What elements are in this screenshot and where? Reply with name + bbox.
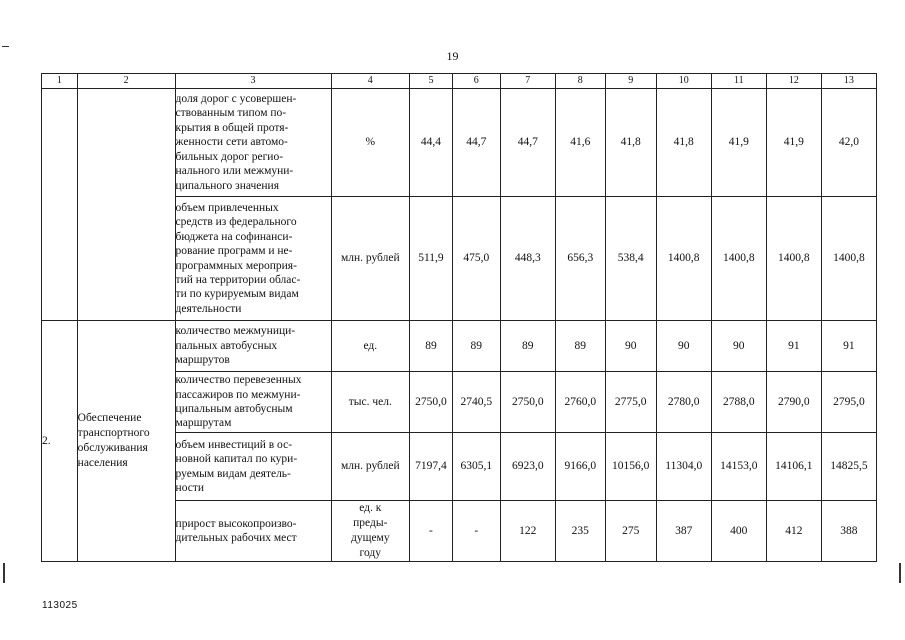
value-cell: 1400,8 <box>711 197 766 321</box>
value-cell: 90 <box>711 321 766 372</box>
value-cell: 89 <box>452 321 500 372</box>
column-number: 3 <box>175 74 331 89</box>
task-cell <box>77 89 175 321</box>
scan-edge-mark <box>899 563 901 583</box>
value-cell: 1400,8 <box>656 197 711 321</box>
value-cell: 6305,1 <box>452 433 500 501</box>
value-cell: 122 <box>500 501 555 562</box>
unit-cell: ед. <box>331 321 410 372</box>
scan-edge-mark <box>2 46 9 47</box>
value-cell: 2760,0 <box>555 372 605 433</box>
value-cell: 91 <box>821 321 876 372</box>
value-cell: 656,3 <box>555 197 605 321</box>
indicator-cell: количество межмуници- пальных автобусных маршрутов <box>175 321 331 372</box>
value-cell: 475,0 <box>452 197 500 321</box>
value-cell: 44,7 <box>500 89 555 197</box>
value-cell: 400 <box>711 501 766 562</box>
indicator-cell: прирост высокопроизво- дительных рабочих мест <box>175 501 331 562</box>
value-cell: 89 <box>410 321 453 372</box>
document-code: 113025 <box>42 600 78 611</box>
unit-cell: тыс. чел. <box>331 372 410 433</box>
column-number: 1 <box>42 74 78 89</box>
indicator-cell: объем инвестиций в ос- новной капитал по кури- руемым видам деятель- ности <box>175 433 331 501</box>
column-number: 12 <box>766 74 821 89</box>
unit-cell: % <box>331 89 410 197</box>
value-cell: 90 <box>605 321 656 372</box>
value-cell: 41,9 <box>766 89 821 197</box>
value-cell: 89 <box>500 321 555 372</box>
indicators-table <box>41 73 877 562</box>
unit-cell: млн. рублей <box>331 433 410 501</box>
unit-cell: млн. рублей <box>331 197 410 321</box>
value-cell: 2795,0 <box>821 372 876 433</box>
scan-edge-mark <box>3 563 5 583</box>
value-cell: 2750,0 <box>500 372 555 433</box>
value-cell: 9166,0 <box>555 433 605 501</box>
page-number: 19 <box>446 49 459 63</box>
column-number: 10 <box>656 74 711 89</box>
value-cell: 412 <box>766 501 821 562</box>
value-cell: 2775,0 <box>605 372 656 433</box>
table-row <box>42 89 877 197</box>
column-number: 13 <box>821 74 876 89</box>
value-cell: 388 <box>821 501 876 562</box>
value-cell: 7197,4 <box>410 433 453 501</box>
value-cell: 511,9 <box>410 197 453 321</box>
value-cell: 44,7 <box>452 89 500 197</box>
value-cell: 89 <box>555 321 605 372</box>
unit-cell: ед. к преды- дущему году <box>331 501 410 562</box>
value-cell: 6923,0 <box>500 433 555 501</box>
indicator-cell: объем привлеченных средств из федерального бюджета на софинанси- рование программ и не- программных мероприя- тий на территории облас- ти по курируемым видам деятельности <box>175 197 331 321</box>
value-cell: - <box>410 501 453 562</box>
value-cell: 2790,0 <box>766 372 821 433</box>
column-number: 5 <box>410 74 453 89</box>
value-cell: 90 <box>656 321 711 372</box>
column-number: 8 <box>555 74 605 89</box>
value-cell: 14825,5 <box>821 433 876 501</box>
task-cell: Обеспечение транспортного обслуживания населения <box>77 321 175 562</box>
column-number-row <box>42 74 877 89</box>
value-cell: 448,3 <box>500 197 555 321</box>
value-cell: 41,6 <box>555 89 605 197</box>
table-row <box>42 321 877 372</box>
value-cell: 235 <box>555 501 605 562</box>
column-number: 11 <box>711 74 766 89</box>
value-cell: 2780,0 <box>656 372 711 433</box>
value-cell: - <box>452 501 500 562</box>
indicator-cell: доля дорог с усовершен- ствованным типом по- крытия в общей протя- женности сети автомо- бильных дорог регио- нального или межмуни- ципального значения <box>175 89 331 197</box>
row-index <box>42 89 78 321</box>
indicator-cell: количество перевезенных пассажиров по межмуни- ципальным автобусным маршрутам <box>175 372 331 433</box>
column-number: 2 <box>77 74 175 89</box>
value-cell: 2750,0 <box>410 372 453 433</box>
value-cell: 10156,0 <box>605 433 656 501</box>
value-cell: 275 <box>605 501 656 562</box>
value-cell: 1400,8 <box>821 197 876 321</box>
column-number: 4 <box>331 74 410 89</box>
value-cell: 91 <box>766 321 821 372</box>
value-cell: 1400,8 <box>766 197 821 321</box>
value-cell: 14106,1 <box>766 433 821 501</box>
column-number: 9 <box>605 74 656 89</box>
value-cell: 42,0 <box>821 89 876 197</box>
column-number: 6 <box>452 74 500 89</box>
value-cell: 41,8 <box>605 89 656 197</box>
value-cell: 387 <box>656 501 711 562</box>
value-cell: 538,4 <box>605 197 656 321</box>
column-number: 7 <box>500 74 555 89</box>
value-cell: 2740,5 <box>452 372 500 433</box>
value-cell: 11304,0 <box>656 433 711 501</box>
row-index: 2. <box>42 321 78 562</box>
value-cell: 41,8 <box>656 89 711 197</box>
value-cell: 2788,0 <box>711 372 766 433</box>
value-cell: 44,4 <box>410 89 453 197</box>
value-cell: 41,9 <box>711 89 766 197</box>
value-cell: 14153,0 <box>711 433 766 501</box>
